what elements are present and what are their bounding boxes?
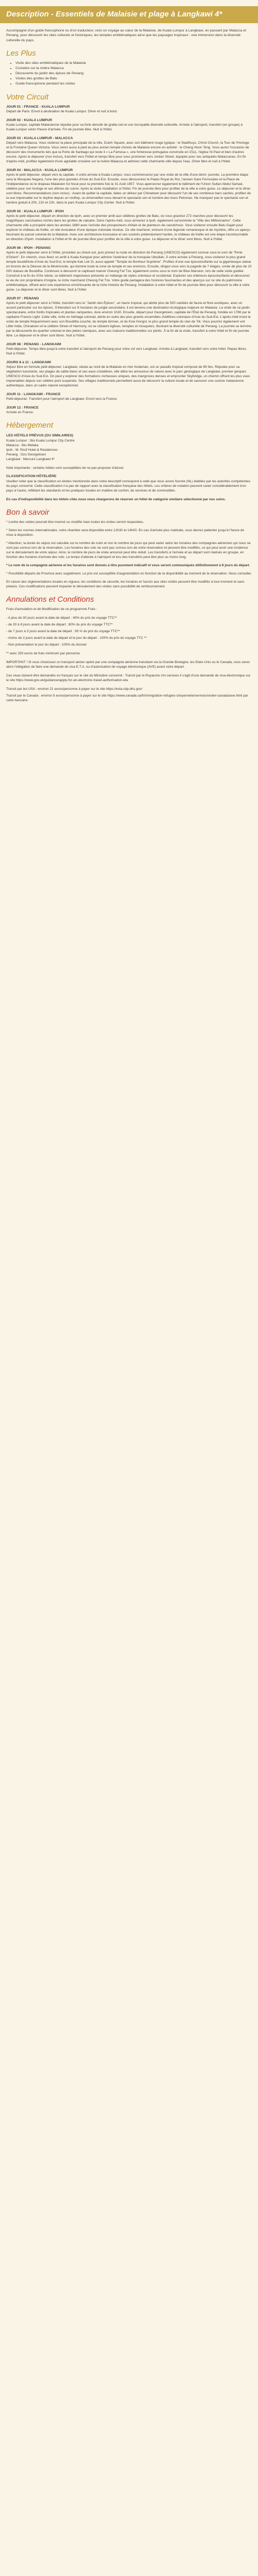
- bon-savoir-list: [6, 520, 252, 589]
- day-section: [6, 209, 252, 242]
- hotel-item: Malacca : Ibis Melaka: [6, 443, 39, 447]
- hotel-item: Penang : Ozo Georgetown: [6, 452, 46, 456]
- day-text: Arrivée en France.: [6, 410, 34, 414]
- page: [0, 6, 258, 2576]
- hotel-item: Kuala Lumpur : Ibis Kuala Lumpur City Centre: [6, 438, 75, 443]
- annulations-heading: Annulations et Conditions: [6, 595, 94, 604]
- title-banner: [0, 6, 258, 23]
- annulations-item: - de 30 à 8 jours avant la date de départ : 80% du prix du voyage TTC**: [6, 622, 113, 626]
- bon-savoir-item: * Lordre des visites pourrait être inversé ou modifié mais toutes les visites seront respectées.: [6, 520, 144, 524]
- bon-savoir-item: * Le nom de la compagnie aérienne et les horaires sont donnés à titre purement indicatif et vous seront communiqués définitivement à 8 jours du départ.: [6, 563, 250, 567]
- page-title: Description - Essentiels de Malaisie et plage à Langkawi 4*: [6, 10, 222, 19]
- annulations-list: [6, 607, 252, 703]
- day-title: JOUR 03 : KUALA LUMPUR - MALACCA: [6, 136, 73, 140]
- day-section: [6, 246, 252, 292]
- day-text: Après le petit déjeuner, départ en direction de Ipoh, avec un premier arrêt aux célèbres grottes de Batu, où vous gravirez 272 marches pour découvrir les magnifiques sanctuaires nichés dans les grottes de calcaire. Dans l'après-midi, vous arriverez à Ipoh, également surnommée la "Ville des Millionnaires". Cette charmante ville a prospéré dans les années 1880 avec l'arrivée des prospecteurs d'étain et de planteurs de caoutchouc. Vous visiterez ensuite Batu Gajah pour explorer le château de Kellie, un site évocateur d'une époque coloniale révolue. Ce site inachevé, entouré d'une légende romanesque et de mystère, offre un aperçu fascinant du passé colonial de la Malaisie. Avec son architecture écossaise et ses couloirs prétendument hantés, le château de Kellie est une étape incontournable en direction d'Ipoh. Installation à l'hôtel et fin de journée libre pour profiter de la ville à votre guise. Le déjeuner et le dîner sont libres. Nuit à l'hôtel.: [6, 214, 250, 241]
- plus-item: • Visite des sites emblématiques de la Malaisie: [15, 61, 252, 66]
- day-title: JOUR 04 : MALACCA - KUALA LUMPUR: [6, 168, 73, 172]
- day-text: Après le petit déjeuner servi à l'hôtel, transfert vers le "Jardin des Épices", un havre tropical, qui abrite plus de 500 variétés de faune et flore exotiques, avec un accent particulier sur les épices. S'étendant sur 8 hectares de jungle secondaire, il est devenu une destination écologique majeure en Malaisie. La visite de ce jardin spectaculaire, entre forêts tropicales et plantes rampantes, dure environ 1h30. Ensuite, départ pour Georgetown, capitale de l'État de Penang, fondée en 1786 par le capitaine Francis Light. Cette ville, riche en héritage colonial, abrite en outre des plus grands ensembles d'édifices coloniaux d'Asie du Sud-Est. L'après-midi inclut la visite de temple fréquemment avec son Bouddha couché, du temple birman, et du Kow Hongst, le plus grand temple du clan de Yik. Vous pourrez également voir Little India, Chinatown et la célèbre Street of Harmony, où se côtoient églises, temples et mosquées, illustrant la diversité culturelle de Penang. La journée se termine par la découverte du quartier colonial et des jetées claniques, avec ses maisons traditionnelles sur pilotis. À la fin de la visite, transfert à votre hôtel et fin de journée libre. Le déjeuner et le dîner sont libres. Nuit à l'hôtel.: [6, 301, 251, 337]
- hotel-item: Langkawi : Mercure Langkawi 4*: [6, 457, 55, 461]
- main-content: [0, 23, 258, 703]
- hotels-title: LES HÔTELS PRÉVUS (OU SIMILAIRES): [6, 433, 73, 437]
- plus-item: • Visites des grottes de Batu: [15, 76, 252, 81]
- plus-heading: Les Plus: [6, 48, 36, 58]
- day-title: JOUR 12 : FRANCE: [6, 405, 39, 410]
- day-section: [6, 105, 252, 114]
- plus-item: • Croisière sur la rivière Malacca: [15, 66, 252, 71]
- day-title: JOUR 07 : PENANG: [6, 296, 39, 300]
- annulations-item: - moins de 3 jours avant la date de départ et le jour du départ : 100% du prix du voyage TTC **: [6, 636, 147, 640]
- hotel-note: Note importante : certains hôtels sont susceptibles de ne pas proposer d'alcool.: [6, 466, 124, 470]
- classification-text: Veuillez noter que la classification en étoiles mentionnée dans notre descriptif correspond à celle que nous avons fournie (NL) établies par les autorités compétentes du pays concerné. Cette classification n'a pas de rapport avec la classification française des hôtels. Les critères de notation peuvent varier considérablement d'un pays à l'autre, reflétant les standards et les pratiques locales en matière de confort, de services et de commodités.: [6, 479, 250, 493]
- annulations-item: IMPORTANT ! Si vous choisissez un transport aérien opéré par une compagnie aérienne transitant via la Grande-Bretagne, les Etats-Unis ou le Canada, vous serez alors l'obligation de faire une demande de visa E.T.A. ou d'autorisation de voyage électronique (AVE) avant votre départ.: [6, 660, 250, 669]
- plus-item: • Découverte du jardin des épices de Penang: [15, 71, 252, 76]
- plus-item: • Guide francophone pendant les visites: [15, 81, 252, 87]
- annulations-item: Ces visas doivent être demandés en français sur le site du Ministère concerné : Transit par le Royaume Uni services il s'agit d'une demande de visa électronique sur le site https://www.gov.uk/guidance/apply-for-an-electronic-travel-authorisation-eta: [6, 673, 251, 682]
- day-title: JOURS 8 à 11 : LANGKAWI: [6, 360, 51, 364]
- day-title: JOUR 06 : IPOH - PENANG: [6, 246, 51, 250]
- day-section: [6, 136, 252, 164]
- bon-savoir-item: En raison des réglementations locales en vigueur, les conditions de sécurité, les horaires et l'accès aux sites visités peuvent être modifiés à tout moment et sans préavis. Ces modifications peuvent impacter le déroulement des visites sans possibilité de remboursement.: [6, 580, 245, 588]
- day-text: Kuala Lumpur, capitale Malaisienne réputée pour sa forte densité de gratte-ciel et son incroyable diversité culturelle. Arrivée à l'aéroport, transfert (en groupe) à Kuala Lumpur selon l'heure d'arrivée. Fin de journée libre. Nuit à l'hôtel.: [6, 123, 243, 131]
- bon-savoir-heading: Bon à savoir: [6, 507, 50, 517]
- bon-savoir-item: * Possibilité départs de Province avec supplément. Le prix est susceptible d'augmentation en fonction de la disponibilité au moment de la réservation. Nous consulter.: [6, 571, 252, 575]
- hotel-item: Ipoh : M. Roof Hotel & Residences: [6, 448, 58, 452]
- day-section: [6, 405, 252, 415]
- annulations-item: Transit par les USA : environ 21 euros/personne à payer sur le site https://esta.cbp.dhs.gov/: [6, 687, 142, 691]
- day-text: Départ de Paris. Envol à destination de Kuala Lumpur. Dîner et nuit à bord.: [6, 109, 118, 113]
- day-title: JOUR 08 : PENANG - LANGKAWI: [6, 342, 61, 346]
- day-text: Petit-déjeuner. Temps libre jusqu'à votre transfert à l'aéroport de Penang pour votre vol vers Langkawi. Arrivée à Langkawi, transfert vers votre hôtel. Repas libres. Nuit à l'hôtel.: [6, 347, 247, 355]
- hebergement-heading: Hébergement: [6, 420, 53, 430]
- annulations-item: - A plus de 30 jours avant la date de départ : 40% du prix du voyage TTC**: [6, 616, 117, 620]
- classification-bold: En cas d'indisponibilité dans les hôtels cités nous nous chargerons de réserver un hôtel de catégorie similaire sélectionné par nos soins.: [6, 497, 226, 501]
- annulations-item: - de 7 jours à 3 jours avant la date de départ : 95 % du prix du voyage TTC**: [6, 629, 120, 633]
- day-section: [6, 168, 252, 205]
- intro-text: Accompagné d'un guide francophone ou d'un traducteur, voici un voyage au cœur de la Malaisie, de Kuala Lumpur à Langkawi, en passant par Malacca et Penang, pour découvrir les sites culturels et historiques, les temples emblématiques ainsi que les paysages tropicaux : une immersion dans la diversité culturelle du pays.: [6, 29, 247, 42]
- annulations-item: Transit par le Canada : environ 5 euros/personne à payer sur le site https://www.canada.ca/fr/immigration-refugies-citoyennete/services/visiter-canada/ave.html par carte bancaire.: [6, 693, 248, 702]
- day-section: [6, 296, 252, 338]
- day-text: Départ vers Malacca. Vous visiterez la place principale de la ville, Dutch Square, avec son bâtiment rouge typique : le Stadthuys, Christ Church, la Tour de l'Horloge et la Fontaine Queen Victoria. Vous serez aussi à pied au plus ancien temple chinois de Malaisie encore en activité : le Cheng Hoon Teng. Vous aurez l'occasion de découvrir des monuments tels que la Porte de Santiago qui reste il « La Famosa », une forteresse portugaise construite en 1511, l'église St Paul et bien d'autres encore. Après le déjeuner (non inclus), transfert vers l'hôtel et temps libre pour vous promener vers Jonker Street, équipée pour ses antiquités Malaccanes. En fin d'après-midi, profitez également d'une agréable croisière sur la rivière Malacca et admirez cette charmante ville depuis l'eau. Dîner libre et nuit à l'hôtel.: [6, 141, 249, 163]
- plus-list: [6, 61, 252, 87]
- circuit-heading: Votre Circuit: [6, 92, 49, 101]
- annulations-item: Frais d'annulation et de Modification de ce programme Frais :: [6, 607, 98, 611]
- day-section: [6, 392, 252, 401]
- day-text: Après le petit déjeuner servi à l'hôtel, procédez au check-out, puis prenez la route en direction de Penang (UNESCO) également connue sous le nom de "Perle d'Orient". En chemin, vous ferez un arrêt à Kuala Kangsar pour admirer l'extérieur de la mosquée Ubudiah. À votre arrivée à Penang, vous visiterez le plus grand temple bouddhiste d'Asie du Sud-Est, le temple Kek Lok Si, aussi appelé "Temple du Bonheur Suprême". Profitez d'une vue époustouflante sur la gigantesque statue en bronze de la Déesse de la Miséricorde, qui domine toute la zone du temple et ses environs. Ensuite, dirigez-vous vers la pagode de 7 étages, ornée de plus de 10 000 statues de Bouddha. Continuez à découvrir le captivant manoir Cheong Fat Tze, également connu sous le nom de Blue Mansion, lors de cette visite guidée. Construit à la fin du XIXe siècle, ce bâtiment majestueux présente un mélange de styles orientaux et occidental. Explorez ses intérieurs époustouflants et découvrez la vie de son propriétaire d'origine, le riche marchand Cheong Fat Tze. Votre guide partagera des histoires fascinantes et des aperçus sur ce site du patrimoine emblématique, offrant ainsi une expérience enrichissante de la riche histoire de Penang. Installation à votre hôtel et fin de journée libre pour découvrir la ville à votre guise. Le déjeuner et le dîner sont libres. Nuit à l'hôtel.: [6, 250, 252, 292]
- day-section: [6, 118, 252, 132]
- bon-savoir-item: * Selon les normes internationales, votre chambre sera disponible entre 12h30 et 14h00. En cas d'arrivée plus matinale, vous devrez patienter jusqu'à l'heure de mise à disposition.: [6, 528, 245, 537]
- day-title: JOUR 02 : KUALA LUMPUR: [6, 118, 52, 122]
- day-text: Petit-déjeuner. Transfert pour l'aéroport de Langkawi. Envol vers la France.: [6, 397, 118, 401]
- annulations-item: - Non présentation le jour du départ : 100% du dossier: [6, 642, 87, 647]
- day-section: [6, 360, 252, 388]
- day-text: Séjour libre en formule petit-déjeuner. Langkawi, située au nord de la Malaisie en mer Andaman, est un paradis tropical composé de 99 îles. Réputée pour sa végétation luxuriante, ses plages de sable blanc et ses eaux cristallines, elle attire les amoureux de nature avec le parc géologique de Langkawi, premier géoparc UNESCO d'Asie du Sud-Est. On peut y explorer des formations rocheuses uniques, des mangroves denses et emprunter Skybridge, un chemin offrant les plus vues imprenables depuis son célèbre pont suspendu. Ses villages traditionnels permettent aussi de découvrir la culture locale et de savourer une cuisine malaisienne authentique, dans un cadre naturel exceptionnel.: [6, 365, 250, 387]
- day-title: JOUR 01 : FRANCE - KUALA LUMPUR: [6, 105, 70, 109]
- day-title: JOUR 05 : KUALA LUMPUR - IPOH: [6, 209, 64, 213]
- day-title: JOUR 11 : LANGKAWI - FRANCE: [6, 392, 61, 396]
- bon-savoir-item: * Attention, la durée du séjour est calculée sur le nombre de nuits et non le nombre de jours qui peut varier selon les horaires des compagnies aériennes qui nous ne sont pas connus lors de la réservation. Les horaires des vols ne sont pas connus lors de votre réservation et peuvent être modifiés, ce qui peut avoir une incidence sur le déroulement de votre séjour. Ainsi, le nombre de jours de visite annoncé peut être réduit. Les transferts à l'arrivée et au départ sont réalisés en groupe, en fonction des horaires d'arrivée des vols. Le temps d'attente à l'aéroport et lors des transferts peut être plus ou moins long.: [6, 541, 251, 559]
- day-text: Après le petit déjeuner, départ vers la capitale. A votre arrivée à Kuala Lumpur, vous commencerez par une visite de la ville d'une demi- journée. La première étape sera la Mosquée Negara, l'une des plus grandes d'Asie du Sud-Est. Ensuite, vous découvrirez le Palais Royal du Roi, l'ancien Gare Ferroviaire et la Place de l'indépendance où le drapeau Malaisien fut hissé pour la première fois le 31 Août 1957. Vous apercevrez également le bâtiment de l'Union Sultan Abdul Samad, célèbre pour son horloge et ses dômes de cuivre. Après la visite installation à l'hôtel. Fin de journée libre pour profiter de la ville à votre guise. Le déjeuner et le dîner sont libres. Recommandations (non inclus) : Avant de quitter la capitale, faites un détour par Chinatown pour découvrir l'un de ses nombreux bars cachés, profitez de la vue imprenable sur le skyline depuis un rooftop, ou émerveillez-vous devant le spectacle son et lumière des tours Petronas. Ne manquez pas le spectacle son et lumière gratuit à 20h, 21h et 22h, dans le parc Kuala Lumpur City Center. Nuit à l'hôtel.: [6, 173, 251, 205]
- day-section: [6, 342, 252, 356]
- annulations-item: ** avec 250 euros de frais minimum par personne: [6, 651, 80, 655]
- classification-title: CLASSIFICATION HÔTELIÈRE: [6, 474, 57, 478]
